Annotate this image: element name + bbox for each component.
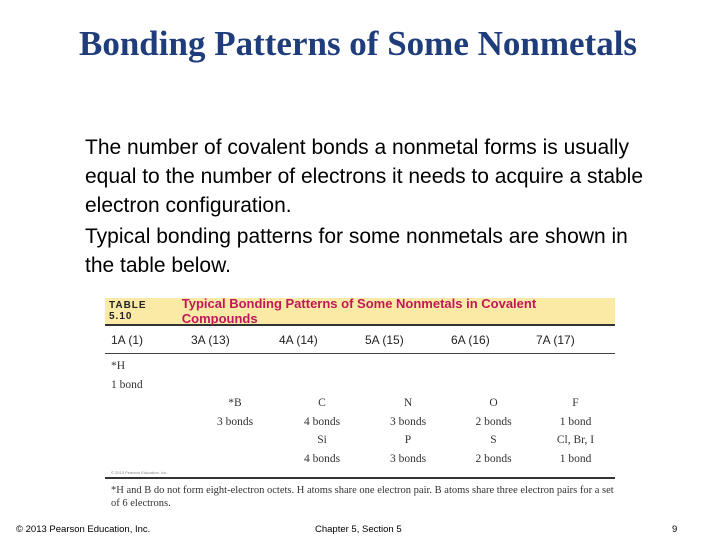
table-cell: 2 bonds xyxy=(475,452,512,465)
table-header-row xyxy=(105,326,615,354)
table-cell: 3 bonds xyxy=(216,415,254,428)
footer-page-number: 9 xyxy=(672,524,678,535)
table-cell: O xyxy=(489,397,498,409)
footer-chapter: Chapter 5, Section 5 xyxy=(315,524,402,535)
table-cell xyxy=(191,450,279,469)
column-header: 3A (13) xyxy=(191,332,230,347)
footer-copyright: © 2013 Pearson Education, Inc. xyxy=(16,524,151,535)
column-header: 4A (14) xyxy=(279,332,318,347)
bonding-table xyxy=(105,296,615,509)
table-cell xyxy=(191,376,279,395)
table-cell xyxy=(365,357,451,376)
slide-body xyxy=(85,133,645,282)
table-body xyxy=(105,357,615,468)
column-header: 1A (1) xyxy=(111,332,144,347)
table-cell: P xyxy=(404,434,412,446)
table-cell: 3 bonds xyxy=(389,415,427,428)
table-cell: *B xyxy=(228,397,242,409)
table-cell: Si xyxy=(317,434,327,446)
table-cell: 3 bonds xyxy=(389,452,427,465)
table-cell: 1 bond xyxy=(559,452,592,465)
table-title: Typical Bonding Patterns of Some Nonmetals in Covalent Compounds xyxy=(181,296,537,326)
table-cell xyxy=(536,357,615,376)
table-caption xyxy=(105,298,615,326)
table-cell xyxy=(279,376,365,395)
table-cell xyxy=(105,394,191,413)
column-header: 6A (16) xyxy=(451,332,490,347)
column-header: 5A (15) xyxy=(365,332,404,347)
table-number: TABLE 5.10 xyxy=(109,300,147,322)
table-cell: 4 bonds xyxy=(303,415,341,428)
table-cell xyxy=(105,413,191,432)
table-cell xyxy=(536,376,615,395)
table-cell: Cl, Br, I xyxy=(556,434,595,446)
table-cell: C xyxy=(318,397,326,409)
table-cell xyxy=(451,357,536,376)
table-cell: 1 bond xyxy=(559,415,592,428)
table-cell xyxy=(105,431,191,450)
table-cell xyxy=(451,376,536,395)
column-header: 7A (17) xyxy=(536,332,575,347)
table-cell: N xyxy=(403,397,413,409)
table-credit: © 2013 Pearson Education, Inc. xyxy=(111,470,168,475)
table-cell xyxy=(191,431,279,450)
paragraph: Typical bonding patterns for some nonmetals are shown in the table below. xyxy=(85,225,628,277)
paragraph: The number of covalent bonds a nonmetal forms is usually equal to the number of electrons it needs to acquire a stable electron configuration. xyxy=(85,136,644,217)
slide-title: Bonding Patterns of Some Nonmetals xyxy=(79,24,638,63)
table-cell: F xyxy=(572,397,579,409)
table-cell: 2 bonds xyxy=(475,415,512,428)
table-cell xyxy=(365,376,451,395)
table-cell xyxy=(191,357,279,376)
table-cell xyxy=(279,357,365,376)
table-cell: 1 bond xyxy=(111,378,143,391)
table-cell: S xyxy=(490,434,497,446)
table-footnote: *H and B do not form eight-electron octets. H atoms share one electron pair. B atoms share three electron pairs for a set of 6 electrons. xyxy=(105,477,615,510)
table-cell: 4 bonds xyxy=(303,452,341,465)
table-cell: *H xyxy=(111,360,126,372)
table-cell xyxy=(105,450,191,469)
